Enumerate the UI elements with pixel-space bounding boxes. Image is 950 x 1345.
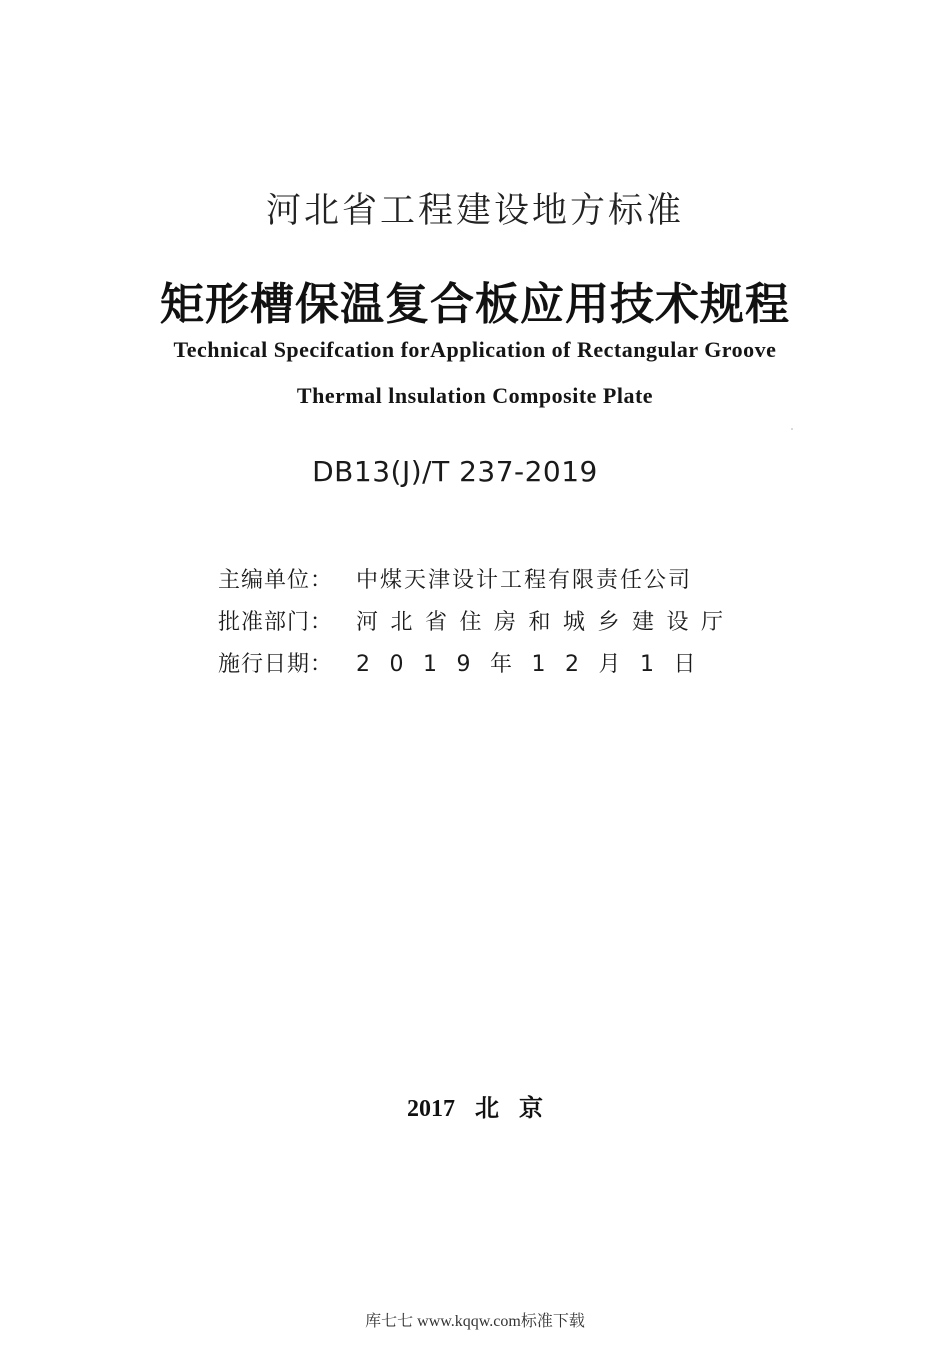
info-row-approval-department: [218, 605, 736, 647]
approval-department-value: 河北省住房和城乡建设厅: [356, 610, 736, 635]
document-title: 矩形槽保温复合板应用技术规程: [160, 279, 790, 330]
scan-speck: [791, 428, 793, 430]
series-title: 河北省工程建设地方标准: [265, 191, 684, 231]
chief-editor-value: 中煤天津设计工程有限责任公司: [356, 568, 693, 593]
chief-editor-label: 主编单位：: [218, 568, 334, 593]
effective-date-value: 2019年12月1日: [356, 652, 715, 677]
watermark-footer: 库七七 www.kqqw.com标准下载: [365, 1313, 585, 1330]
approval-department-label: 批准部门：: [218, 610, 334, 635]
english-title-line-1: Technical Specifcation forApplication of Rectangular Groove: [173, 337, 777, 362]
info-block: [218, 563, 736, 689]
info-row-effective-date: [218, 647, 732, 689]
english-title-line-2: Thermal lnsulation Composite Plate: [296, 383, 654, 408]
publication-year-place: 2017 北 京: [407, 1096, 543, 1122]
info-row-chief-editor: [218, 563, 732, 605]
effective-date-label: 施行日期：: [218, 652, 334, 677]
standard-number: DB13(J)/T 237-2019: [312, 455, 598, 488]
